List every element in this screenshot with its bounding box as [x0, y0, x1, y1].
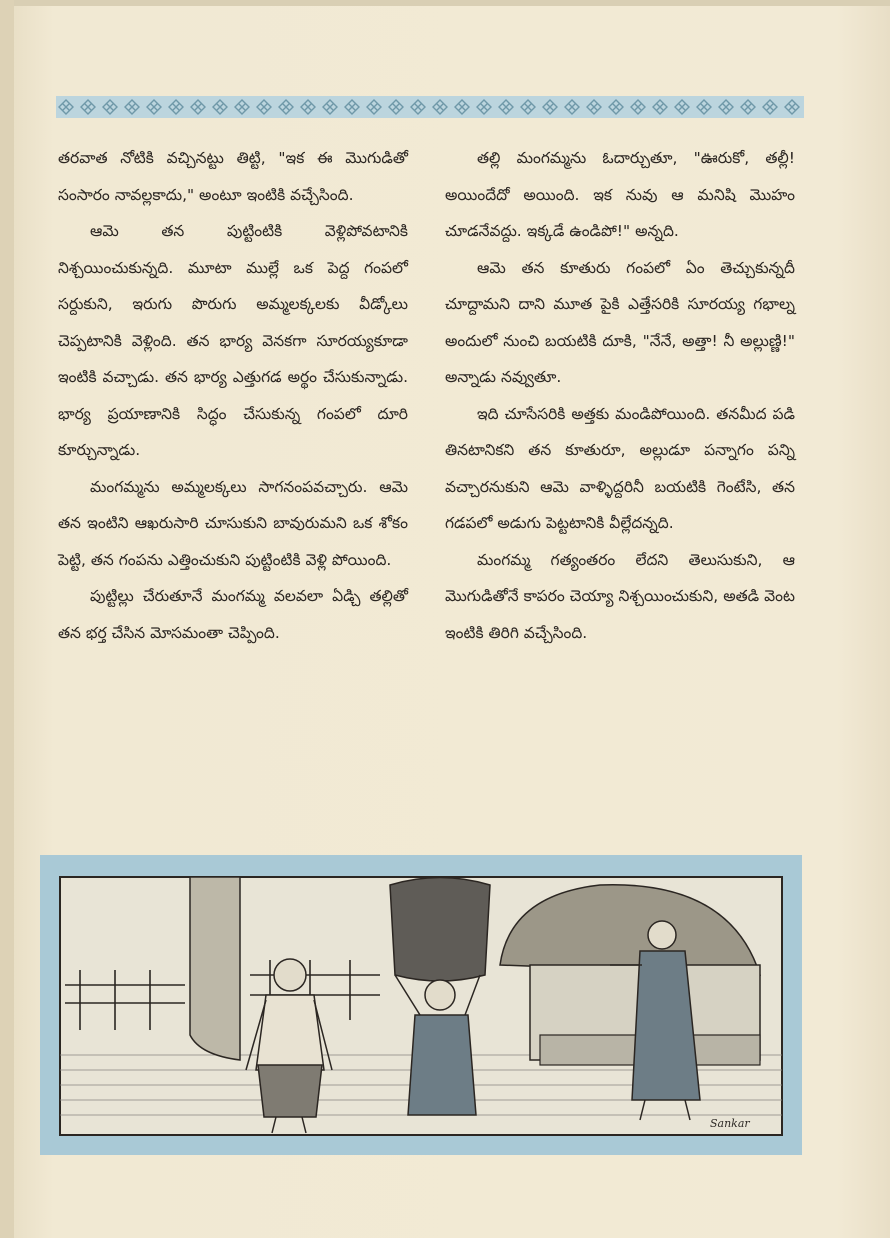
paragraph: తల్లి మంగమ్మను ఓదార్చుతూ, "ఊరుకో, తల్లీ! అయిందేదో అయింది. ఇక నువు ఆ మనిషి మొహం చూడనేవద్దు. ఇక్కడే ఉండిపో!" అన్నది.: [445, 149, 795, 240]
decorative-border: [56, 96, 804, 118]
paragraph: ఇది చూసేసరికి అత్తకు మండిపోయింది. తనమీద పడి తినటానికని తన కూతురూ, అల్లుడూ పన్నాగం పన్ని వచ్చారనుకుని ఆమె వాళ్ళిద్దరినీ బయటికి గెంటేసి, తన గడపలో అడుగు పెట్టటానికి వీల్లేదన్నది.: [445, 404, 795, 532]
paragraph: పుట్టిల్లు చేరుతూనే మంగమ్మ వలవలా ఏడ్చి తల్లితో తన భర్త చేసిన మోసమంతా చెప్పింది.: [58, 587, 408, 642]
text-column-right: [445, 140, 795, 651]
paragraph: మంగమ్మను అమ్మలక్కలు సాగనంపవచ్చారు. ఆమె తన ఇంటిని ఆఖరుసారి చూసుకుని బావురుమని ఒక శోకం పెట్టి, తన గంపను ఎత్తించుకుని పుట్టింటికి వెళ్లి పోయింది.: [58, 477, 408, 569]
paragraph: తరవాత నోటికి వచ్చినట్టు తిట్టి, "ఇక ఈ మొగుడితో సంసారం నావల్లకాదు," అంటూ ఇంటికి వచ్చేసింది.: [58, 149, 408, 204]
story-illustration: [40, 855, 802, 1155]
paragraph: మంగమ్మ గత్యంతరం లేదని తెలుసుకుని, ఆ మొగుడితోనే కాపరం చెయ్యా నిశ్చయించుకుని, అతడి వెంట ఇంటికి తిరిగి వచ్చేసింది.: [445, 550, 795, 642]
text-column-left: [58, 140, 408, 651]
paragraph: ఆమె తన పుట్టింటికి వెళ్లిపోవటానికి నిశ్చయించుకున్నది. మూటా ముల్లే ఒక పెద్ద గంపలో సర్దుకుని, ఇరుగు పొరుగు అమ్మలక్కలకు వీడ్కోలు చెప్పటానికి వెళ్లింది. తన భార్య వెనకగా సూరయ్యకూడా ఇంటికి వచ్చాడు. తన భార్య ఎత్తుగడ అర్థం చేసుకున్నాడు. భార్య ప్రయాణానికి సిద్ధం చేసుకున్న గంపలో దూరి కూర్చున్నాడు.: [58, 222, 408, 459]
page-top-edge: [14, 0, 890, 6]
page-gutter: [0, 0, 14, 1238]
illustrator-signature: Sankar: [710, 1117, 750, 1130]
paragraph: ఆమె తన కూతురు గంపలో ఏం తెచ్చుకున్నదీ చూద్దామని దాని మూత పైకి ఎత్తేసరికి సూరయ్య గభాల్న అందులో నుంచి బయటికి దూకి, "నేనే, అత్తా! నీ అల్లుణ్ణి!" అన్నాడు నవ్వుతూ.: [445, 258, 795, 386]
